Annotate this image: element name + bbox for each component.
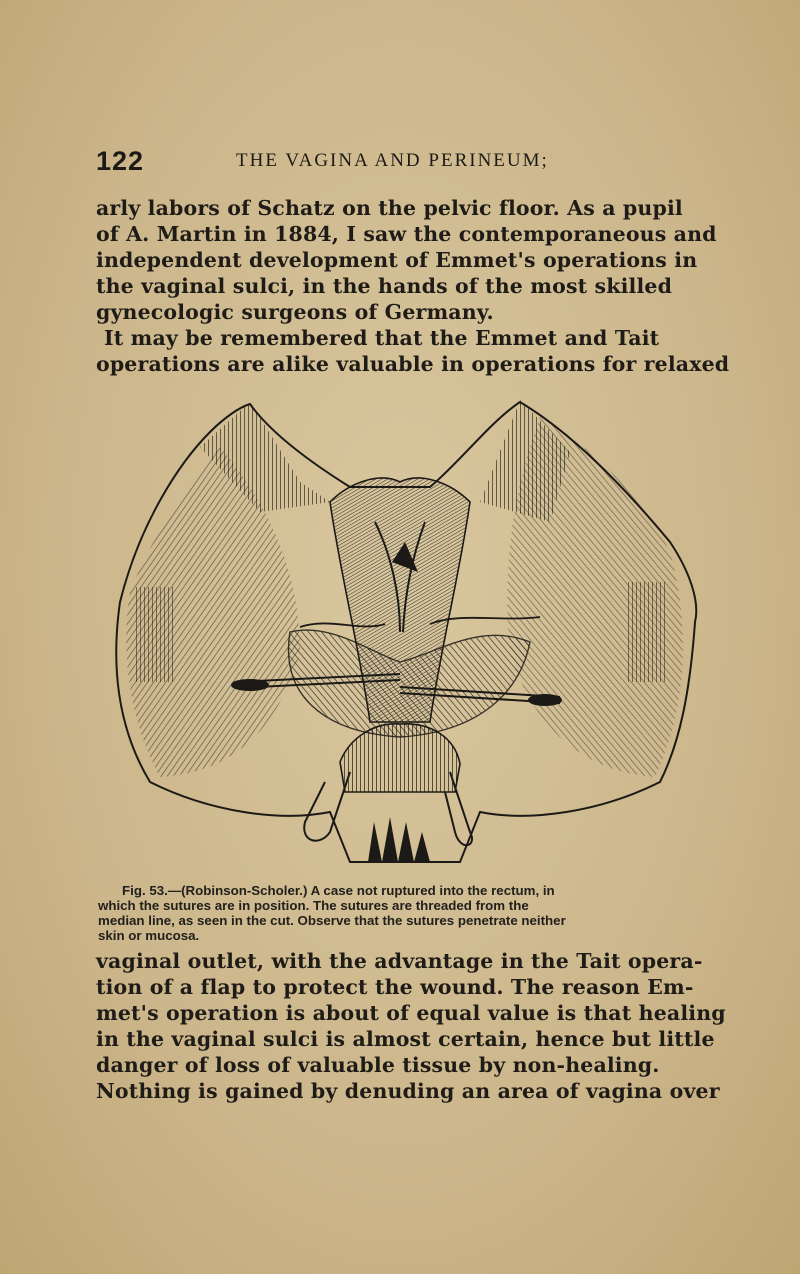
- anatomical-illustration: [100, 392, 700, 880]
- caption-line: skin or mucosa.: [98, 928, 200, 943]
- page-header: [96, 146, 716, 178]
- text-line: arly labors of Schatz on the pelvic floor. As a pupil: [96, 196, 683, 220]
- text-line: Nothing is gained by denuding an area of vagina over: [96, 1079, 720, 1103]
- text-line: gynecologic surgeons of Germany.: [96, 300, 494, 324]
- right-hatch-band: [625, 582, 665, 682]
- paragraph-top: [96, 195, 730, 377]
- left-hatch-band: [135, 587, 173, 682]
- text-line: independent development of Emmet's operations in: [96, 248, 698, 272]
- text-line: operations are alike valuable in operations for relaxed: [96, 352, 730, 376]
- text-line: in the vaginal sulci is almost certain, hence but little: [96, 1027, 715, 1051]
- text-line: of A. Martin in 1884, I saw the contemporaneous and: [96, 222, 717, 246]
- text-line: danger of loss of valuable tissue by non-healing.: [96, 1053, 660, 1077]
- hand-retractor: [340, 724, 460, 792]
- running-head: THE VAGINA AND PERINEUM;: [236, 150, 549, 171]
- figure-caption: [98, 883, 702, 943]
- brush: [368, 817, 430, 862]
- text-line: tion of a flap to protect the wound. The reason Em-: [96, 975, 694, 999]
- text-line: It may be remembered that the Emmet and Tait: [104, 326, 660, 350]
- caption-line: median line, as seen in the cut. Observe that the sutures penetrate neither: [98, 913, 566, 928]
- text-line: met's operation is about of equal value is that healing: [96, 1001, 726, 1025]
- caption-line: —(Robinson-Scholer.) A case not ruptured into the rectum, in: [167, 883, 555, 898]
- page-number: 122: [96, 146, 145, 176]
- paragraph-bottom: [96, 948, 726, 1104]
- text-line: the vaginal sulci, in the hands of the most skilled: [96, 274, 673, 298]
- text-line: vaginal outlet, with the advantage in the Tait opera-: [96, 949, 703, 973]
- caption-line: which the sutures are in position. The sutures are threaded from the: [98, 898, 529, 913]
- figure-label: Fig. 53.: [122, 883, 168, 898]
